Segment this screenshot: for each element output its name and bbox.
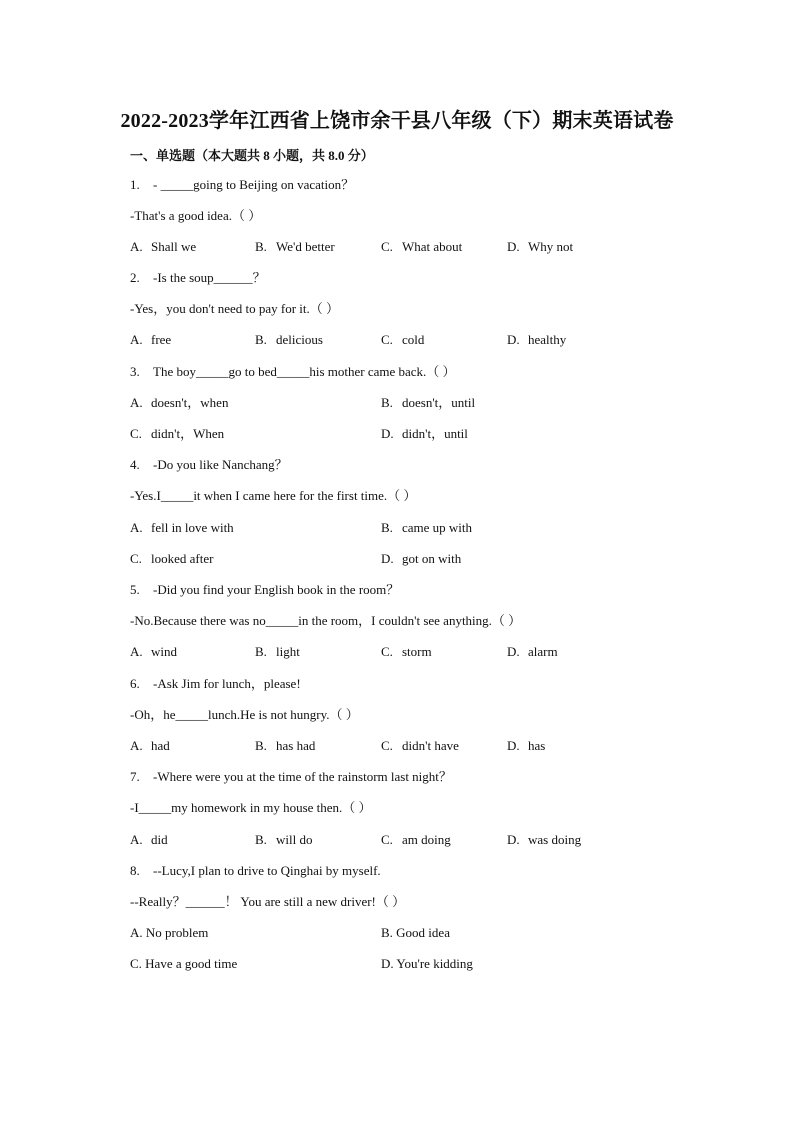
question-2-line2: -Yes，you don't need to pay for it.（ ） <box>130 301 340 316</box>
option-letter: A. <box>130 925 143 940</box>
question-2-option-a <box>130 331 171 349</box>
option-text: did <box>151 832 168 847</box>
option-letter: D. <box>381 551 394 566</box>
question-6-option-c <box>381 737 459 755</box>
question-8-option-c <box>130 955 237 973</box>
option-letter: A. <box>130 832 143 847</box>
option-text: didn't，until <box>402 426 468 441</box>
option-text: delicious <box>276 332 323 347</box>
question-1-option-b <box>255 238 335 256</box>
option-letter: C. <box>381 832 393 847</box>
option-letter: A. <box>130 332 143 347</box>
option-letter: C. <box>381 644 393 659</box>
question-3-option-a <box>130 394 228 412</box>
question-text: The boy_____go to bed_____his mother came back.（ ） <box>153 364 456 379</box>
option-text: Good idea <box>396 925 450 940</box>
option-text: fell in love with <box>151 520 234 535</box>
option-text: Shall we <box>151 239 197 254</box>
option-text: free <box>151 332 172 347</box>
question-2-option-c <box>381 331 424 349</box>
option-letter: B. <box>255 239 267 254</box>
option-text: light <box>276 644 300 659</box>
page-title: 2022-2023学年江西省上饶市余干县八年级（下）期末英语试卷 <box>120 110 674 132</box>
option-letter: D. <box>507 239 520 254</box>
option-text: storm <box>402 644 432 659</box>
section-heading: 一、单选题（本大题共 8 小题，共 8.0 分） <box>130 148 374 163</box>
question-7-stem <box>130 768 452 786</box>
option-letter: D. <box>381 956 394 971</box>
option-letter: D. <box>507 832 520 847</box>
option-text: What about <box>402 239 463 254</box>
option-text: came up with <box>402 520 473 535</box>
option-letter: B. <box>381 925 393 940</box>
option-text: has <box>528 738 546 753</box>
question-text: -Ask Jim for lunch，please! <box>153 676 301 691</box>
question-5-stem <box>130 581 399 599</box>
option-text: has had <box>276 738 316 753</box>
option-text: was doing <box>528 832 582 847</box>
option-letter: A. <box>130 239 143 254</box>
question-4-line2: -Yes.I_____it when I came here for the first time.（ ） <box>130 488 417 503</box>
option-text: didn't，When <box>151 426 225 441</box>
question-7-option-d <box>507 831 581 849</box>
option-text: Have a good time <box>145 956 238 971</box>
option-text: alarm <box>528 644 558 659</box>
question-6-option-b <box>255 737 315 755</box>
question-6-stem <box>130 675 301 693</box>
option-letter: D. <box>507 332 520 347</box>
question-number: 4. <box>130 457 140 472</box>
option-letter: B. <box>255 644 267 659</box>
option-letter: C. <box>130 551 142 566</box>
question-7-option-a <box>130 831 168 849</box>
question-number: 1. <box>130 177 140 192</box>
question-1-stem <box>130 176 354 194</box>
question-3-option-d <box>381 425 468 443</box>
question-8-option-a <box>130 924 208 942</box>
option-text: looked after <box>151 551 214 566</box>
option-text: You're kidding <box>396 956 473 971</box>
option-letter: A. <box>130 644 143 659</box>
option-letter: B. <box>255 738 267 753</box>
question-1-option-d <box>507 238 573 256</box>
option-letter: B. <box>381 395 393 410</box>
option-letter: B. <box>255 332 267 347</box>
question-1-line2: -That's a good idea.（ ） <box>130 208 262 223</box>
question-4-stem <box>130 456 288 474</box>
option-text: doesn't，when <box>151 395 229 410</box>
question-2-option-b <box>255 331 323 349</box>
option-text: Why not <box>528 239 574 254</box>
question-1-option-a <box>130 238 196 256</box>
question-text: --Lucy,I plan to drive to Qinghai by myself. <box>153 863 381 878</box>
option-text: doesn't，until <box>402 395 476 410</box>
question-8-option-d <box>381 955 473 973</box>
question-5-option-c <box>381 643 432 661</box>
option-text: got on with <box>402 551 462 566</box>
question-number: 7. <box>130 769 140 784</box>
question-number: 5. <box>130 582 140 597</box>
option-text: had <box>151 738 170 753</box>
question-3-option-c <box>130 425 224 443</box>
option-letter: B. <box>255 832 267 847</box>
question-6-option-a <box>130 737 170 755</box>
option-letter: B. <box>381 520 393 535</box>
option-letter: D. <box>507 644 520 659</box>
question-7-option-b <box>255 831 312 849</box>
option-letter: A. <box>130 395 143 410</box>
question-4-option-d <box>381 550 461 568</box>
option-letter: D. <box>507 738 520 753</box>
question-8-stem <box>130 862 381 880</box>
question-3-stem <box>130 363 456 381</box>
question-text: -Where were you at the time of the rainstorm last night？ <box>153 769 452 784</box>
option-text: didn't have <box>402 738 459 753</box>
question-5-option-a <box>130 643 177 661</box>
question-2-stem <box>130 269 266 287</box>
question-3-option-b <box>381 394 475 412</box>
question-5-option-d <box>507 643 558 661</box>
option-text: will do <box>276 832 313 847</box>
option-text: We'd better <box>276 239 335 254</box>
question-number: 6. <box>130 676 140 691</box>
question-8-line2: --Really？______！ You are still a new driver!（ ） <box>130 894 406 909</box>
option-text: cold <box>402 332 425 347</box>
question-1-option-c <box>381 238 462 256</box>
question-text: -Did you find your English book in the room？ <box>153 582 400 597</box>
option-letter: C. <box>381 738 393 753</box>
option-text: wind <box>151 644 177 659</box>
option-text: No problem <box>145 925 209 940</box>
question-number: 3. <box>130 364 140 379</box>
question-6-line2: -Oh，he_____lunch.He is not hungry.（ ） <box>130 707 359 722</box>
option-letter: A. <box>130 738 143 753</box>
question-text: -Do you like Nanchang？ <box>153 457 288 472</box>
option-text: am doing <box>402 832 451 847</box>
option-letter: A. <box>130 520 143 535</box>
question-text: - _____going to Beijing on vacation？ <box>153 177 355 192</box>
question-7-option-c <box>381 831 451 849</box>
question-6-option-d <box>507 737 545 755</box>
question-5-line2: -No.Because there was no_____in the room，I couldn't see anything.（ ） <box>130 613 522 628</box>
question-number: 2. <box>130 270 140 285</box>
question-5-option-b <box>255 643 300 661</box>
question-4-option-c <box>130 550 213 568</box>
question-text: -Is the soup______？ <box>153 270 266 285</box>
question-8-option-b <box>381 924 450 942</box>
option-letter: D. <box>381 426 394 441</box>
option-text: healthy <box>528 332 567 347</box>
question-7-line2: -I_____my homework in my house then.（ ） <box>130 800 372 815</box>
option-letter: C. <box>381 332 393 347</box>
question-4-option-a <box>130 519 234 537</box>
question-number: 8. <box>130 863 140 878</box>
question-4-option-b <box>381 519 472 537</box>
option-letter: C. <box>130 426 142 441</box>
question-2-option-d <box>507 331 566 349</box>
option-letter: C. <box>130 956 142 971</box>
option-letter: C. <box>381 239 393 254</box>
